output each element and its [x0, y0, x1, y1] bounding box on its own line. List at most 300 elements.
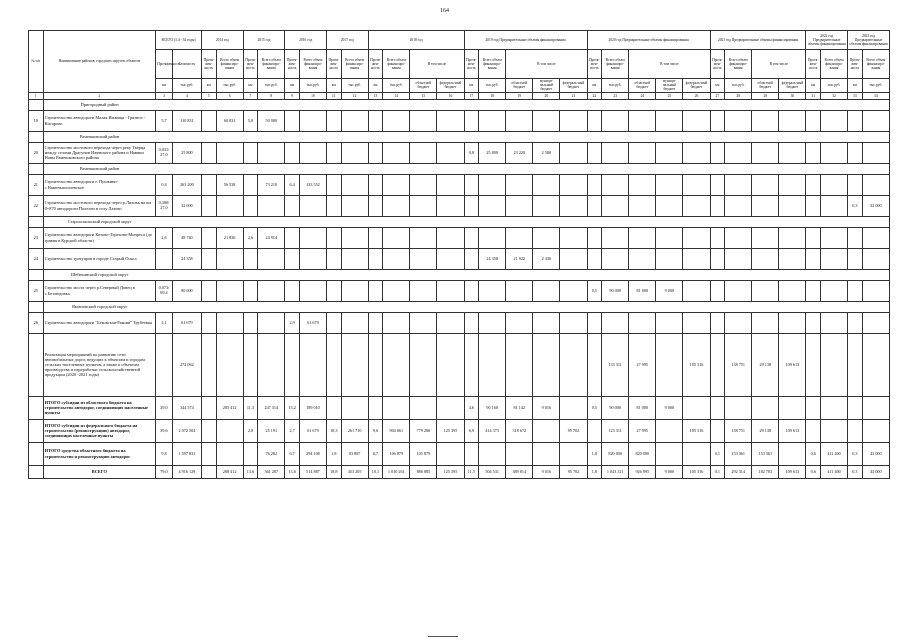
cell-col-6: 288 412 [216, 465, 243, 478]
header-power-short: Протя-жен-ность [587, 50, 602, 79]
cell-col-26 [683, 396, 710, 419]
column-number: 11 [327, 92, 342, 99]
header-power-short: Протя-жен-ность [201, 50, 216, 79]
header-municipal: муници-пальный бюджет [656, 79, 683, 93]
table-row [29, 195, 890, 216]
header-fin-volume: Всего объем финансиро-вания [299, 50, 326, 79]
cell-col-23: 820 000 [602, 442, 629, 465]
section-title: Яковлевский городской округ [43, 301, 156, 312]
header-incl: В том числе [506, 50, 587, 79]
cell-col-23: 90 000 [602, 396, 629, 419]
cell-col-15 [410, 195, 437, 216]
section-title: Шебекинский городской округ [43, 269, 156, 280]
cell-col-6 [216, 248, 243, 269]
cell-col-20: 2 580 [533, 142, 560, 163]
header-2018: 2018 год [368, 31, 464, 50]
header-fin-volume: Всего объем финансиро-вания [258, 50, 285, 79]
cell-col-24 [629, 195, 656, 216]
cell-col-28 [725, 248, 752, 269]
header-power-short: Протя-жен-ность [243, 50, 258, 79]
header-regional: областной бюджет [410, 79, 437, 93]
cell-col-23: 133 311 [602, 333, 629, 396]
cell-col-16 [437, 312, 464, 333]
cell-col-4: 24 358 [172, 248, 201, 269]
header-fin-volume: Всего объем финансиро-вания [821, 50, 848, 79]
cell-col-15: 105 879 [410, 442, 437, 465]
cell-col-26: 105 316 [683, 333, 710, 396]
cell-col-28: 153 361 [725, 442, 752, 465]
cell-col-29 [752, 227, 779, 248]
header-unit-thous: тыс.руб. [299, 79, 326, 93]
header-2015: 2015 год [243, 31, 285, 50]
cell-col-23 [602, 142, 629, 163]
cell-col-31 [806, 142, 821, 163]
cell-col-3 [156, 333, 173, 396]
header-unit-thous: тыс.руб. [862, 79, 889, 93]
cell-col-11 [327, 174, 342, 195]
header-unit-km: км [201, 79, 216, 93]
cell-col-24: 27 995 [629, 419, 656, 442]
cell-col-10: 514 887 [299, 465, 326, 478]
cell-col-13 [368, 142, 383, 163]
header-fin-volume: Всего объем финансиро-вания [479, 50, 506, 79]
cell-col-21 [560, 195, 587, 216]
table-row [29, 333, 890, 396]
cell-col-27 [710, 312, 725, 333]
cell-col-14: 1 010 261 [383, 465, 410, 478]
cell-col-19: 318 672 [506, 419, 533, 442]
row-index: 24 [29, 248, 44, 269]
header-federal: федераль-ный бюджет [560, 79, 587, 93]
cell-col-25 [656, 227, 683, 248]
cell-col-32 [821, 396, 848, 419]
cell-col-17 [464, 174, 479, 195]
cell-col-4: 110 831 [172, 110, 201, 131]
cell-col-22 [587, 312, 602, 333]
cell-col-7 [243, 280, 258, 301]
section-spacer [29, 163, 44, 174]
cell-col-32 [821, 142, 848, 163]
section-fill [156, 269, 890, 280]
object-name: Строительство автодороги "Бековская-Ракови" Трубеевка [43, 312, 156, 333]
cell-col-21 [560, 333, 587, 396]
cell-col-33 [848, 142, 863, 163]
cell-col-30 [779, 142, 806, 163]
cell-col-11 [327, 248, 342, 269]
cell-col-19 [506, 280, 533, 301]
header-incl: В том числе [752, 50, 806, 79]
column-number: 2 [43, 92, 156, 99]
cell-col-12 [341, 248, 368, 269]
cell-col-23 [602, 312, 629, 333]
cell-col-8: 25 191 [258, 419, 285, 442]
cell-col-12 [341, 396, 368, 419]
cell-col-26 [683, 248, 710, 269]
header-power-short: Протя-жен-ность [285, 50, 300, 79]
cell-col-27 [710, 333, 725, 396]
cell-col-7: 13,6 [243, 465, 258, 478]
cell-col-8: 24 914 [258, 227, 285, 248]
cell-col-4: 1 597 831 [172, 442, 201, 465]
cell-col-27 [710, 280, 725, 301]
cell-col-8: 73 210 [258, 174, 285, 195]
cell-col-15 [410, 174, 437, 195]
cell-col-6 [216, 333, 243, 396]
header-cost: Стоимость [172, 50, 201, 79]
cell-col-19: 23 220 [506, 142, 533, 163]
table-row [29, 110, 890, 131]
row-index: 20 [29, 142, 44, 163]
cell-col-30 [779, 227, 806, 248]
cell-col-31 [806, 280, 821, 301]
table-row [29, 142, 890, 163]
cell-col-34: 43 000 [862, 442, 889, 465]
cell-col-3: 39,6 [156, 419, 173, 442]
header-power-short: Протя-жен-ность [464, 50, 479, 79]
cell-col-19 [506, 442, 533, 465]
cell-col-12 [341, 333, 368, 396]
cell-col-24: 81 000 [629, 396, 656, 419]
cell-col-14 [383, 333, 410, 396]
cell-col-8: 50 000 [258, 110, 285, 131]
cell-col-14: 106 879 [383, 442, 410, 465]
cell-col-25 [656, 174, 683, 195]
cell-col-34 [862, 280, 889, 301]
cell-col-21 [560, 142, 587, 163]
cell-col-28 [725, 396, 752, 419]
object-name: ИТОГО средства областного бюджета на строительство и реконструкцию автодорог [43, 442, 156, 465]
cell-col-22 [587, 195, 602, 216]
column-number: 17 [464, 92, 479, 99]
cell-col-19 [506, 174, 533, 195]
object-name: Реализация мероприятий по развитию сети автомобильных дорог, ведущих к объектам и городам сельских населенных пунктов, а также к объектам производства и переработки сельскохозяйственной продукции (2020 -2021 годы) [43, 333, 156, 396]
cell-col-14 [383, 312, 410, 333]
column-number: 4 [172, 92, 201, 99]
cell-col-22: 1,8 [587, 442, 602, 465]
cell-col-30 [779, 195, 806, 216]
section-row [29, 269, 890, 280]
cell-col-13 [368, 174, 383, 195]
cell-col-25: 9 000 [656, 465, 683, 478]
cell-col-14: 904 661 [383, 419, 410, 442]
cell-col-31 [806, 248, 821, 269]
cell-col-23: 90 000 [602, 280, 629, 301]
cell-col-11 [327, 227, 342, 248]
header-power-short: Протя-жен-ность [806, 50, 821, 79]
header-2017: 2017 год [327, 31, 369, 50]
cell-col-24 [629, 142, 656, 163]
cell-col-6 [216, 195, 243, 216]
cell-col-16 [437, 142, 464, 163]
header-incl: В том числе [410, 50, 464, 79]
object-name: ИТОГО субсидии из федерального бюджета на строительство (реконструкцию) автодорог, соединяющих населенные пункты [43, 419, 156, 442]
cell-col-15 [410, 396, 437, 419]
section-row [29, 99, 890, 110]
cell-col-21 [560, 312, 587, 333]
page-number: 164 [440, 8, 449, 14]
cell-col-12 [341, 110, 368, 131]
header-federal: федераль-ный бюджет [779, 79, 806, 93]
cell-col-24: 820 000 [629, 442, 656, 465]
cell-col-16 [437, 333, 464, 396]
cell-col-3: 29,0 [156, 396, 173, 419]
header-unit-km: км [243, 79, 258, 93]
cell-col-9: 6,4 [285, 174, 300, 195]
cell-col-18 [479, 195, 506, 216]
cell-col-20 [533, 110, 560, 131]
cell-col-20 [533, 280, 560, 301]
cell-col-33 [848, 110, 863, 131]
cell-col-22 [587, 419, 602, 442]
cell-col-29 [752, 248, 779, 269]
cell-col-27 [710, 142, 725, 163]
cell-col-31 [806, 195, 821, 216]
cell-col-29 [752, 142, 779, 163]
cell-col-5 [201, 333, 216, 396]
cell-col-32 [821, 110, 848, 131]
cell-col-17 [464, 442, 479, 465]
cell-col-29: 182 703 [752, 465, 779, 478]
column-number: 31 [806, 92, 821, 99]
cell-col-20: 9 016 [533, 465, 560, 478]
row-index: 25 [29, 280, 44, 301]
cell-col-24 [629, 110, 656, 131]
cell-col-23 [602, 248, 629, 269]
cell-col-9 [285, 248, 300, 269]
cell-col-9: 2,9 [285, 312, 300, 333]
cell-col-24 [629, 312, 656, 333]
section-fill [156, 99, 890, 110]
cell-col-22 [587, 333, 602, 396]
cell-col-12 [341, 227, 368, 248]
cell-col-13 [368, 227, 383, 248]
cell-col-13 [368, 312, 383, 333]
cell-col-30 [779, 442, 806, 465]
object-name: Строительство тротуаров в городе Старый Оскол [43, 248, 156, 269]
cell-col-9: 2,7 [285, 419, 300, 442]
cell-col-3: 0,300/ 27,0 [156, 195, 173, 216]
column-number: 14 [383, 92, 410, 99]
cell-col-23 [602, 227, 629, 248]
column-number: 15 [410, 92, 437, 99]
row-index: 22 [29, 195, 44, 216]
cell-col-8 [258, 312, 285, 333]
cell-col-32 [821, 419, 848, 442]
cell-col-30 [779, 312, 806, 333]
cell-col-33: 0,3 [848, 195, 863, 216]
column-number: 34 [862, 92, 889, 99]
column-number: 3 [156, 92, 173, 99]
cell-col-10: 133 552 [299, 174, 326, 195]
cell-col-30 [779, 174, 806, 195]
section-title: Старооскольский городской округ [43, 216, 156, 227]
cell-col-25 [656, 248, 683, 269]
cell-col-12 [341, 174, 368, 195]
column-number: 19 [506, 92, 533, 99]
cell-col-5 [201, 195, 216, 216]
header-2023: 2023 год Предварительные объемы финансирования [848, 31, 890, 50]
cell-col-12: 261 710 [341, 419, 368, 442]
cell-col-25: 9 000 [656, 396, 683, 419]
cell-col-15 [410, 248, 437, 269]
cell-col-27 [710, 174, 725, 195]
cell-col-11 [327, 312, 342, 333]
cell-col-20: 2 436 [533, 248, 560, 269]
row-index: 19 [29, 110, 44, 131]
header-unit-km: км [806, 79, 821, 93]
cell-col-11: 18,3 [327, 419, 342, 442]
header-no: № п/п [29, 31, 44, 93]
investment-table-wrapper [28, 30, 890, 479]
column-number: 28 [725, 92, 752, 99]
cell-col-6 [216, 442, 243, 465]
header-unit-km: км [848, 79, 863, 93]
cell-col-30 [779, 248, 806, 269]
cell-col-25 [656, 333, 683, 396]
cell-col-19 [506, 195, 533, 216]
header-fin-volume: Всего объем финансиро-вания [602, 50, 629, 79]
cell-col-17: 6,9 [464, 419, 479, 442]
object-name: Строительство автодороги Котово-Терехово-Монреса (до гравия в Курской области) [43, 227, 156, 248]
cell-col-13: 0,7 [368, 442, 383, 465]
cell-col-17: 0,8 [464, 142, 479, 163]
cell-col-26 [683, 174, 710, 195]
table-row [29, 227, 890, 248]
cell-col-24: 81 000 [629, 280, 656, 301]
cell-col-27 [710, 227, 725, 248]
header-unit-thous: тыс.руб. [341, 79, 368, 93]
cell-col-34 [862, 419, 889, 442]
cell-col-20 [533, 442, 560, 465]
object-name: Строительство автодороги г. Пушкино- с.Наменьпошлевское [43, 174, 156, 195]
cell-col-4: 263 200 [172, 174, 201, 195]
cell-col-3: 2,1 [156, 312, 173, 333]
cell-col-27 [710, 110, 725, 131]
cell-col-26 [683, 227, 710, 248]
cell-col-32 [821, 312, 848, 333]
cell-col-25 [656, 142, 683, 163]
section-spacer [29, 269, 44, 280]
column-number: 10 [299, 92, 326, 99]
cell-col-20 [533, 195, 560, 216]
cell-col-33 [848, 396, 863, 419]
cell-col-28: 292 314 [725, 465, 752, 478]
cell-col-22 [587, 110, 602, 131]
column-number: 23 [602, 92, 629, 99]
cell-col-14 [383, 396, 410, 419]
cell-col-21 [560, 248, 587, 269]
cell-col-5 [201, 174, 216, 195]
cell-col-30 [779, 280, 806, 301]
table-row [29, 248, 890, 269]
section-title: Рамешковский район [43, 131, 156, 142]
column-number: 20 [533, 92, 560, 99]
cell-col-7 [243, 174, 258, 195]
cell-col-34 [862, 333, 889, 396]
cell-col-9 [285, 280, 300, 301]
cell-col-14 [383, 110, 410, 131]
cell-col-6 [216, 142, 243, 163]
cell-col-16 [437, 396, 464, 419]
section-row [29, 301, 890, 312]
column-number: 32 [821, 92, 848, 99]
cell-col-29: 29 138 [752, 333, 779, 396]
cell-col-18 [479, 312, 506, 333]
column-number: 25 [656, 92, 683, 99]
cell-col-32 [821, 248, 848, 269]
cell-col-11 [327, 333, 342, 396]
header-fin-volume: Всего объем финансиро-вания [341, 50, 368, 79]
cell-col-22 [587, 142, 602, 163]
cell-col-33: 0,3 [848, 465, 863, 478]
column-number: 27 [710, 92, 725, 99]
cell-col-17 [464, 248, 479, 269]
header-power: Протяженность [156, 50, 173, 79]
cell-col-18 [479, 333, 506, 396]
column-number: 1 [29, 92, 44, 99]
object-name: Строительство моста через р.Северный Донец в с.Безлюдовка [43, 280, 156, 301]
cell-col-5 [201, 227, 216, 248]
cell-col-7 [243, 248, 258, 269]
object-name: Строительство автодороги Малая Ижмица - Грязное - Кисарово [43, 110, 156, 131]
cell-col-18 [479, 174, 506, 195]
cell-col-14 [383, 248, 410, 269]
header-unit-thous: тыс.руб. [821, 79, 848, 93]
cell-col-7 [243, 195, 258, 216]
cell-col-3: 0,031/ 27,0 [156, 142, 173, 163]
cell-col-34: 43 000 [862, 465, 889, 478]
row-index: 26 [29, 312, 44, 333]
cell-col-8: 361 287 [258, 465, 285, 478]
cell-col-32 [821, 227, 848, 248]
cell-col-33 [848, 227, 863, 248]
cell-col-30: 109 613 [779, 465, 806, 478]
column-number: 21 [560, 92, 587, 99]
cell-col-10 [299, 142, 326, 163]
cell-col-26: 105 316 [683, 419, 710, 442]
cell-col-4: 25 800 [172, 142, 201, 163]
cell-col-27 [710, 396, 725, 419]
object-name: Строительство мостового перехода через р.Лиховь на км 0+870 автодороги Полелеи в селу Лазово [43, 195, 156, 216]
cell-col-15 [410, 333, 437, 396]
column-number: 9 [285, 92, 300, 99]
cell-col-12 [341, 195, 368, 216]
row-index [29, 419, 44, 442]
cell-col-11 [327, 195, 342, 216]
cell-col-18: 90 160 [479, 396, 506, 419]
header-unit-thous: тыс.руб. [725, 79, 752, 93]
cell-col-4: 2 072 504 [172, 419, 201, 442]
header-fin-volume: Всего объем финансиро-вания [725, 50, 752, 79]
cell-col-16 [437, 195, 464, 216]
section-spacer [29, 131, 44, 142]
cell-col-15: 779 286 [410, 419, 437, 442]
cell-col-5 [201, 396, 216, 419]
cell-col-19 [506, 227, 533, 248]
total-row [29, 442, 890, 465]
cell-col-28 [725, 174, 752, 195]
cell-col-25 [656, 195, 683, 216]
section-title: Рамешковский район [43, 163, 156, 174]
cell-col-31 [806, 396, 821, 419]
cell-col-13 [368, 396, 383, 419]
cell-col-9 [285, 110, 300, 131]
section-title: Пригородный район [43, 99, 156, 110]
cell-col-21 [560, 174, 587, 195]
header-total: ВСЕГО (1.4 - 34 годы) [156, 31, 202, 50]
cell-col-15 [410, 280, 437, 301]
object-name: ВСЕГО [43, 465, 156, 478]
